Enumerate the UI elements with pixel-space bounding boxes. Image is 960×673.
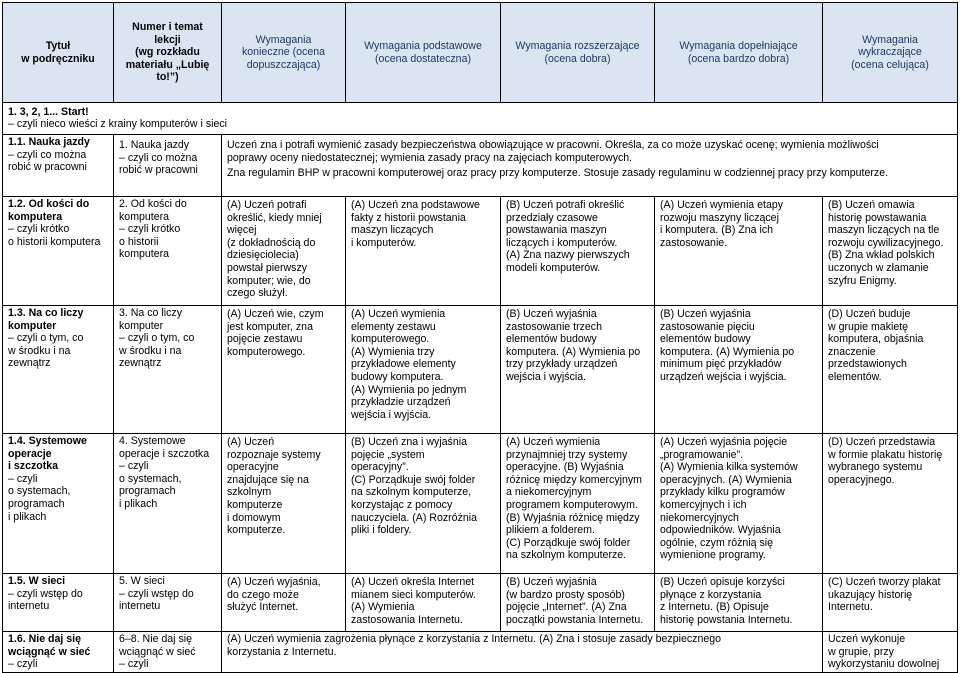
text-line: (z dokładnością do (227, 236, 316, 249)
row-required (222, 574, 346, 632)
row-title (3, 197, 114, 306)
table-row (3, 632, 958, 673)
text-line: zastosowanie pięciu (660, 320, 755, 333)
text-line: komputer (119, 319, 164, 332)
row-complementary (655, 574, 823, 632)
table-row (3, 197, 958, 306)
text-line: (A) Uczeń wymienia (506, 436, 601, 448)
text-line: (A) Uczeń wie, czym (227, 308, 324, 320)
row-lesson (114, 574, 222, 632)
text-line: urządzeń wejścia i wyjścia. (660, 370, 787, 383)
row-title (3, 306, 114, 434)
text-line: wymienione programy. (660, 549, 766, 562)
row-beyond (823, 306, 958, 434)
text-line: (ocena dobra) (544, 52, 611, 65)
row-lesson (114, 135, 222, 197)
text-line: (A) Wymienia kilka systemów (660, 461, 798, 474)
text-line: elementów. (828, 370, 882, 383)
text-line: komputera (8, 210, 63, 223)
text-line: – czyli co można (119, 151, 198, 164)
text-line: Wymagania (862, 33, 918, 46)
text-line: o systemach, (8, 485, 71, 498)
text-line: 2. Od kości do (119, 198, 187, 210)
row-complementary (655, 197, 823, 306)
text-line: „programowanie”. (660, 448, 744, 461)
text-line: internetu (8, 600, 50, 613)
text-line: lekcji (154, 33, 181, 46)
text-line: operacyjnych. (A) Wymienia (660, 473, 792, 486)
text-line: (B) Uczeń zna i wyjaśnia (351, 436, 467, 448)
text-line: 1.4. Systemowe (8, 435, 87, 447)
text-line: (B) Uczeń wyjaśnia (506, 576, 597, 588)
text-line: przynajmniej trzy systemy (506, 448, 628, 461)
text-line: w środku i na (119, 344, 182, 357)
text-line: internetu (119, 600, 161, 613)
text-line: zewnątrz (119, 357, 162, 370)
text-line: pliki i foldery. (351, 524, 412, 537)
row-complementary (655, 434, 823, 574)
text-line: na szkolnym komputerze. (506, 549, 627, 562)
text-line: plikiem a folderem. (506, 524, 595, 537)
text-line: powstał pierwszy (227, 261, 308, 274)
text-line: znaczenie (828, 345, 876, 358)
text-line: 4. Systemowe (119, 435, 186, 447)
text-line: 1.3. Na co liczy (8, 307, 84, 319)
text-line: zewnątrz (8, 357, 51, 370)
text-line: komputera (119, 210, 170, 223)
row-lesson (114, 197, 222, 306)
text-line: pojęcie „system (351, 448, 425, 461)
text-line: 6–8. Nie daj się (119, 633, 193, 645)
text-line: (w bardzo prosty sposób) (506, 588, 625, 601)
text-line: uczonych w złamanie (828, 261, 929, 274)
text-line: z Internetu. (B) Opisuje (660, 601, 769, 614)
table-row (3, 434, 958, 574)
text-line: i domowym (227, 511, 281, 524)
header-complementary-column (655, 3, 823, 103)
text-line: mianem sieci komputerów. (351, 588, 476, 601)
header-lesson-column (114, 3, 222, 103)
text-line: elementów budowy (660, 333, 751, 346)
text-line: 1.2. Od kości do (8, 198, 90, 210)
text-line: Internetu. (828, 601, 873, 614)
text-line: – czyli (8, 658, 38, 671)
text-line: pojęcie „Internet”. (A) Zna (506, 601, 627, 614)
text-line: Wymagania rozszerzające (515, 39, 640, 52)
requirements-table (2, 2, 958, 673)
row-extended (501, 197, 655, 306)
text-line: programach (119, 485, 176, 498)
text-line: 5. W sieci (119, 575, 165, 587)
text-line: Tytuł (45, 39, 71, 52)
row-beyond (823, 632, 958, 673)
text-line: budowy komputera. (351, 370, 444, 383)
text-line: komputerze. (227, 524, 286, 537)
text-line: niekomercyjnych (660, 511, 739, 524)
text-line: historię powstania Internetu. (660, 613, 793, 626)
text-line: i plikach (119, 497, 158, 510)
text-line: (C) Porządkuje swój folder (506, 536, 631, 549)
text-line: (B) Uczeń opisuje korzyści (660, 576, 785, 588)
text-line: 1.5. W sieci (8, 575, 66, 587)
text-line: – czyli o tym, co (119, 332, 195, 345)
text-line: w grupie makietę (828, 320, 909, 333)
text-line: (A) Uczeń wymienia etapy (660, 199, 784, 211)
text-line: (B) Uczeń potrafi określić (506, 199, 625, 211)
text-line: i plikach (8, 510, 47, 523)
text-line: (A) Uczeń (227, 436, 275, 448)
row-complementary (655, 306, 823, 434)
text-line: (B) Uczeń omawia (828, 199, 915, 211)
text-line: i komputerów. (351, 236, 417, 249)
text-line: komputerowego. (227, 345, 306, 358)
row-required (222, 434, 346, 574)
section-heading: 1. 3, 2, 1... Start! (8, 105, 89, 118)
section-title (3, 103, 958, 135)
header-beyond-column (823, 3, 958, 103)
text-line: – czyli o tym, co (8, 332, 84, 345)
text-line: historię powstawania (828, 211, 927, 224)
text-line: służyć Internet. (227, 601, 299, 614)
text-line: w środku i na (8, 344, 71, 357)
text-line: powstawania maszyn (506, 224, 607, 237)
text-line: (A) Wymienia trzy (351, 345, 435, 358)
text-line: (B) Uczeń wyjaśnia (506, 308, 597, 320)
text-line: Wymagania podstawowe (364, 39, 482, 52)
text-line: komputerowego. (351, 333, 430, 346)
text-line: trzy przykłady urządzeń (506, 358, 618, 371)
text-line: różnicę między komercyjnym (506, 473, 642, 486)
text-line: rozwoju maszyny liczącej (660, 211, 779, 224)
text-line: w formie plakatu historię (828, 448, 943, 461)
header-required-column (222, 3, 346, 103)
text-line: operacyjne. (B) Wyjaśnia (506, 461, 624, 474)
text-line: nauczyciela. (A) Rozróżnia (351, 511, 477, 524)
text-line: komputera, objaśnia (828, 333, 924, 346)
text-line: 1.1. Nauka jazdy (8, 136, 90, 148)
text-line: ukazujący historię (828, 588, 913, 601)
text-line: operacyjnego. (828, 473, 895, 486)
row-beyond (823, 197, 958, 306)
text-line: (C) Uczeń tworzy plakat (828, 576, 941, 588)
text-line: (A) Uczeń potrafi (227, 199, 307, 211)
text-line: Uczeń wykonuje (828, 633, 906, 645)
text-line: komputer; wie, do (227, 274, 311, 287)
text-line: komputera (119, 248, 170, 261)
text-line: – czyli krótko (8, 223, 70, 236)
row-extended (501, 306, 655, 434)
row-requirements-text (222, 135, 958, 197)
text-line: operacje (8, 447, 52, 460)
text-line: komercyjnych i ich (660, 498, 747, 511)
row-required (222, 306, 346, 434)
row-required (222, 197, 346, 306)
text-line: materiału „Lubię (125, 58, 210, 71)
row-lesson (114, 306, 222, 434)
row-beyond (823, 574, 958, 632)
text-line: (A) Uczeń zna podstawowe (351, 199, 480, 211)
text-line: przykłady kilku programów (660, 486, 785, 499)
text-line: 1.6. Nie daj się (8, 633, 82, 645)
header-extended-column (501, 3, 655, 103)
text-line: komputera. (A) Wymienia po (506, 345, 641, 358)
text-line: i szczotka (8, 460, 59, 473)
text-line: (D) Uczeń buduje (828, 308, 911, 320)
text-line: zastosowania Internetu. (351, 613, 463, 626)
text-line: rozwoju cywilizacyjnego. (828, 236, 944, 249)
text-line: minimum pięć przykładów (660, 358, 782, 371)
text-line: wybranego systemu (828, 461, 923, 474)
text-line: przykładzie urządzeń (351, 396, 451, 409)
text-line: robić w pracowni (8, 161, 87, 174)
text-line: – czyli (8, 472, 38, 485)
text-line: Wymagania (255, 33, 312, 46)
requirements-line: Uczeń zna i potrafi wymienić zasady bezpieczeństwa obowiązujące w pracowni. Określa, za co może uzyskać ocenę; wymienia możliwości (227, 139, 879, 151)
row-title (3, 434, 114, 574)
row-extended (501, 434, 655, 574)
section-subheading: – czyli nieco wieści z krainy komputerów i sieci (8, 118, 228, 131)
text-line: (A) Wymienia po jednym (351, 383, 467, 396)
row-extended (501, 574, 655, 632)
text-line: ogólnie, czym różnią się (660, 536, 774, 549)
text-line: do czego może (227, 588, 299, 601)
text-line: o historii (119, 235, 159, 248)
text-line: zastosowanie. (660, 236, 728, 249)
text-line: (ocena dostateczna) (375, 52, 471, 65)
text-line: elementy zestawu (351, 320, 436, 333)
text-line: maszyn liczących (351, 224, 434, 237)
row-title (3, 135, 114, 197)
header-row (3, 3, 958, 103)
text-line: 3. Na co liczy (119, 307, 182, 319)
text-line: wejścia i wyjścia. (506, 370, 587, 383)
text-line: a niekomercyjnym (506, 486, 592, 499)
text-line: konieczne (ocena (241, 46, 326, 59)
text-line: (B) Uczeń wyjaśnia (660, 308, 751, 320)
text-line: na szkolnym komputerze, (351, 486, 472, 499)
table-row (3, 306, 958, 434)
text-line: – czyli krótko (119, 223, 181, 236)
row-beyond (823, 434, 958, 574)
row-title (3, 574, 114, 632)
table-row (3, 135, 958, 197)
row-requirements-text (222, 632, 823, 673)
text-line: wejścia i wyjścia. (351, 408, 432, 421)
text-line: wykorzystaniu dowolnej (828, 658, 940, 671)
row-basic (346, 434, 501, 574)
text-line: znajdujące się na (227, 473, 309, 486)
text-line: odpowiedników. Wyjaśnia (660, 524, 781, 537)
table-row (3, 574, 958, 632)
text-line: Numer i temat (132, 21, 203, 34)
text-line: operacyjne (227, 461, 279, 474)
text-line: (C) Porządkuje swój folder (351, 473, 476, 486)
text-line: to!”) (156, 71, 179, 84)
text-line: komputera. (A) Wymienia po (660, 345, 795, 358)
text-line: dziesięciolecia) (227, 249, 299, 262)
text-line: – czyli wstęp do (8, 587, 83, 600)
text-line: – czyli co można (8, 148, 87, 161)
row-lesson (114, 632, 222, 673)
text-line: (A) Uczeń wymienia zagrożenia płynące z korzystania z Internetu. (A) Zna i stosuje zasady bezpiecznego (227, 633, 722, 645)
text-line: szkolnym (227, 486, 272, 499)
text-line: (A) Uczeń wyjaśnia, (227, 576, 321, 588)
text-line: elementów budowy (506, 333, 597, 346)
row-basic (346, 197, 501, 306)
text-line: robić w pracowni (119, 164, 198, 177)
text-line: jest komputer, zna (227, 320, 313, 333)
text-line: określić, kiedy mniej (227, 211, 322, 224)
row-basic (346, 574, 501, 632)
text-line: – czyli (119, 658, 149, 671)
text-line: więcej (227, 224, 257, 237)
text-line: Wymagania dopełniające (679, 39, 798, 52)
text-line: korzystania z Internetu. (227, 645, 337, 658)
text-line: szyfru Enigmy. (828, 274, 897, 287)
text-line: o historii komputera (8, 235, 101, 248)
text-line: (A) Uczeń określa Internet (351, 576, 475, 588)
text-line: – czyli (119, 460, 149, 473)
text-line: modeli komputerów. (506, 261, 601, 274)
text-line: (ocena bardzo dobra) (687, 52, 790, 65)
row-basic (346, 306, 501, 434)
text-line: przedstawionych (828, 358, 907, 371)
text-line: maszyn liczących na tle (828, 224, 940, 237)
text-line: wciągnąć w sieć (119, 645, 196, 658)
text-line: dopuszczająca) (246, 58, 321, 71)
text-line: 1. Nauka jazdy (119, 139, 190, 151)
text-line: o systemach, (119, 472, 182, 485)
row-title (3, 632, 114, 673)
text-line: operacje i szczotka (119, 447, 210, 460)
text-line: pojęcie zestawu (227, 333, 303, 346)
text-line: czego służył. (227, 287, 288, 300)
section-row (3, 103, 958, 135)
header-title-column (3, 3, 114, 103)
text-line: wykraczające (858, 46, 922, 59)
text-line: w grupie, przy (828, 645, 894, 658)
text-line: przedziały czasowe (506, 211, 598, 224)
text-line: początki powstania Internetu. (506, 613, 644, 626)
text-line: (B) Zna wkład polskich (828, 249, 935, 262)
text-line: wciągnąć w sieć (8, 645, 91, 658)
text-line: (A) Zna nazwy pierwszych (506, 249, 630, 262)
text-line: (D) Uczeń przedstawia (828, 436, 936, 448)
text-line: programem komputerowym. (506, 498, 638, 511)
text-line: liczących i komputerów. (506, 236, 618, 249)
text-line: (A) Uczeń wyjaśnia pojęcie (660, 436, 788, 448)
text-line: komputerze (227, 498, 283, 511)
header-basic-column (346, 3, 501, 103)
text-line: (B) Wyjaśnia różnicę między (506, 511, 640, 524)
text-line: programach (8, 497, 65, 510)
text-line: (A) Wymienia (351, 601, 415, 614)
text-line: operacyjny”. (351, 461, 409, 474)
text-line: (wg rozkładu (135, 46, 200, 59)
text-line: korzystając z pomocy (351, 498, 453, 511)
text-line: – czyli wstęp do (119, 587, 194, 600)
row-lesson (114, 434, 222, 574)
requirements-line: poprawy oceny niedostatecznej; wymienia zasady pracy na zajęciach komputerowych. (227, 151, 633, 164)
text-line: (ocena celująca) (851, 58, 929, 71)
text-line: i komputera. (B) Zna ich (660, 224, 774, 237)
text-line: w podręczniku (21, 52, 95, 65)
text-line: (A) Uczeń wymienia (351, 308, 446, 320)
text-line: przykładowe elementy (351, 358, 456, 371)
text-line: komputer (8, 319, 57, 332)
requirements-line: Zna regulamin BHP w pracowni komputerowej oraz pracy przy komputerze. Stosuje zasady regulaminu w codziennej pracy przy komputerze. (227, 167, 889, 180)
text-line: zastosowanie trzech (506, 320, 602, 333)
text-line: rozpoznaje systemy (227, 448, 321, 461)
text-line: płynące z korzystania (660, 588, 762, 601)
text-line: fakty z historii powstania (351, 211, 466, 224)
